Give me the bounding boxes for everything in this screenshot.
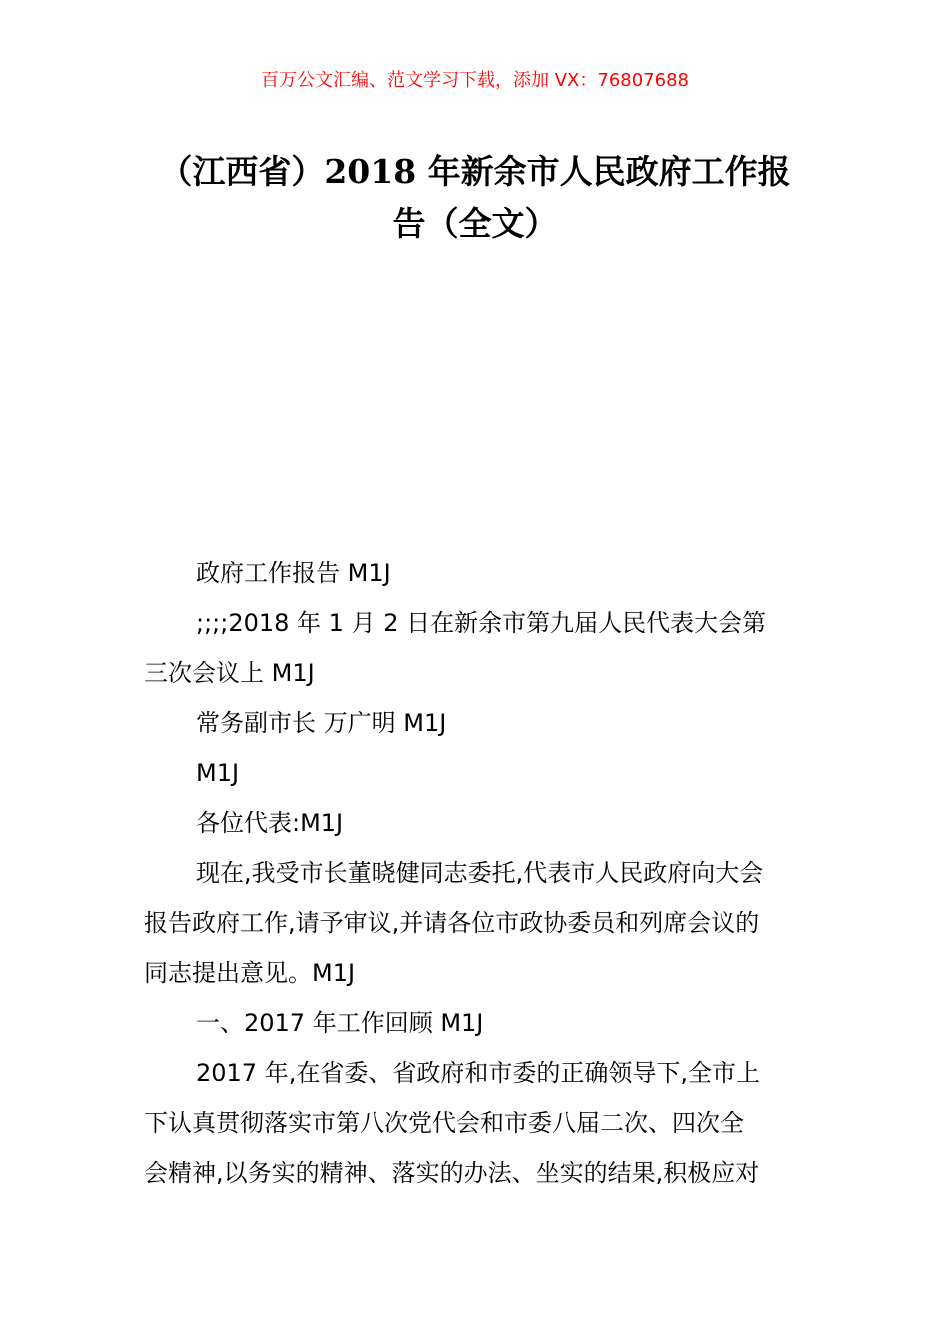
paragraph-intro bbox=[144, 848, 808, 998]
text-line: 各位代表:M1J bbox=[196, 809, 344, 837]
paragraph-blank-marker bbox=[144, 748, 808, 798]
title-line-2: 告（全文） bbox=[392, 204, 558, 243]
text-line: ;;;;2018 年 1 月 2 日在新余市第九届人民代表大会第 bbox=[196, 609, 767, 637]
text-line: 常务副市长 万广明 M1J bbox=[196, 709, 447, 737]
text-line: 三次会议上 M1J bbox=[144, 659, 315, 687]
document-title bbox=[0, 146, 950, 250]
paragraph-report-name bbox=[144, 548, 808, 598]
document-body bbox=[144, 548, 808, 1198]
text-line: 一、2017 年工作回顾 M1J bbox=[196, 1009, 484, 1037]
paragraph-meeting-date bbox=[144, 598, 808, 698]
section-heading bbox=[144, 998, 808, 1048]
title-line-1: （江西省）2018 年新余市人民政府工作报 bbox=[159, 152, 791, 191]
text-line: 现在,我受市长董晓健同志委托,代表市人民政府向大会 bbox=[196, 859, 764, 887]
header-watermark: 百万公文汇编、范文学习下载，添加 VX：76807688 bbox=[261, 70, 689, 91]
text-line: 同志提出意见。M1J bbox=[144, 959, 356, 987]
paragraph-speaker bbox=[144, 698, 808, 748]
text-line: M1J bbox=[196, 759, 240, 787]
text-line: 会精神,以务实的精神、落实的办法、坐实的结果,积极应对 bbox=[144, 1159, 760, 1187]
paragraph-salutation bbox=[144, 798, 808, 848]
text-line: 2017 年,在省委、省政府和市委的正确领导下,全市上 bbox=[196, 1059, 760, 1087]
text-line: 政府工作报告 M1J bbox=[196, 559, 391, 587]
text-line: 下认真贯彻落实市第八次党代会和市委八届二次、四次全 bbox=[144, 1109, 744, 1137]
paragraph-review bbox=[144, 1048, 808, 1198]
text-line: 报告政府工作,请予审议,并请各位市政协委员和列席会议的 bbox=[144, 909, 760, 937]
